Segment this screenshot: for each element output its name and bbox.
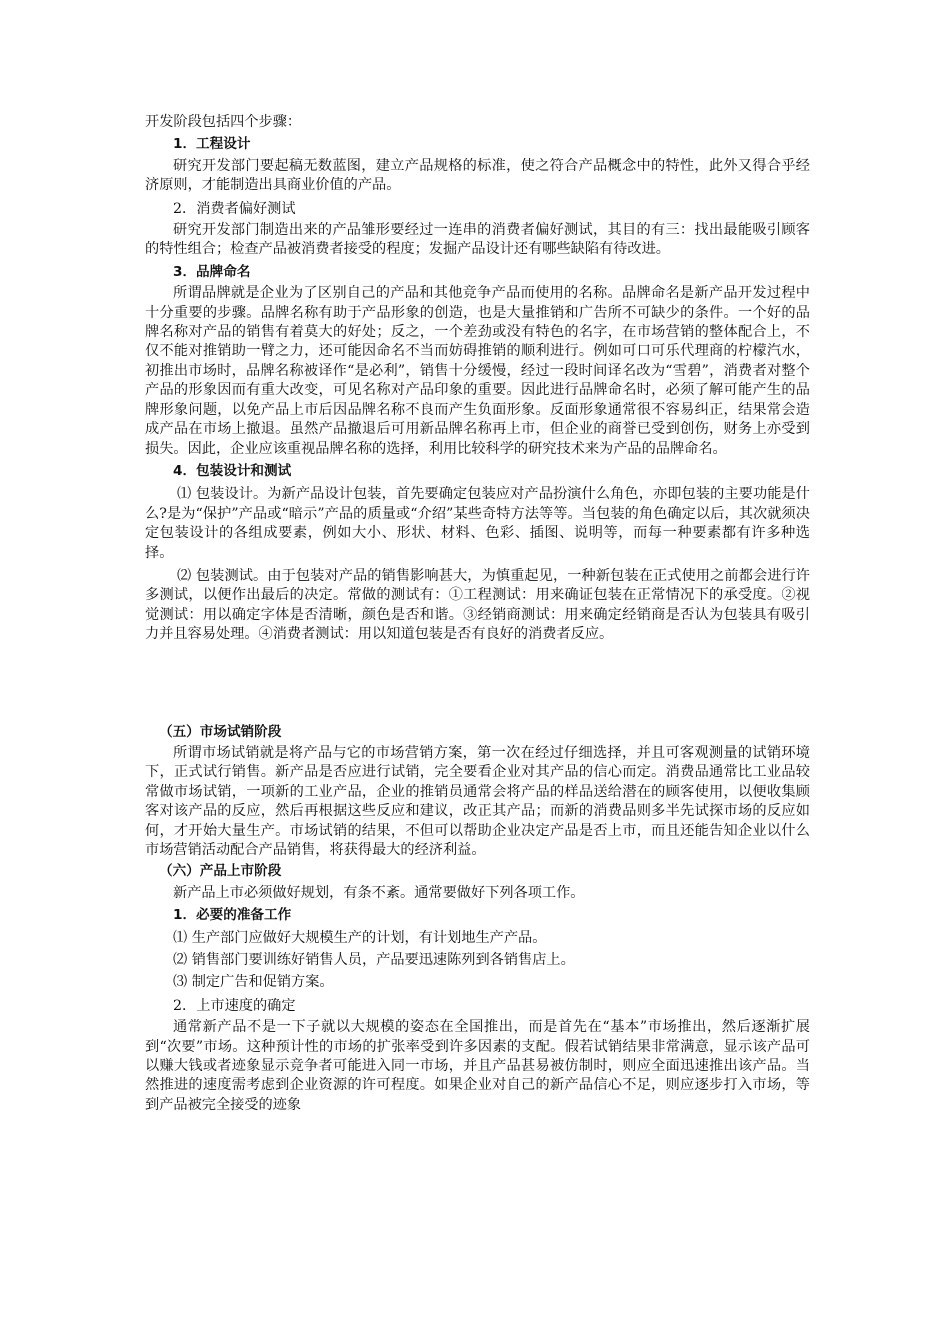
- package-testing-paragraph: ⑵ 包装测试。由于包装对产品的销售影响甚大，为慎重起见，一种新包装在正式使用之前都会进行许多测试，以便作出最后的决定。常做的测试有：①工程测试：用来确证包装在正常情况下的承受度。②视觉测试：用以确定字体是否清晰，颜色是否和谐。③经销商测试：用来确定经销商是否认为包装具有吸引力并且容易处理。④消费者测试：用以知道包装是否有良好的消费者反应。: [145, 567, 810, 643]
- step1-heading: 1．工程设计: [173, 136, 251, 153]
- prep-item-3: ⑶ 制定广告和促销方案。: [173, 974, 334, 991]
- section6-step1-heading: 1．必要的准备工作: [173, 907, 292, 924]
- section5-heading: （五）市场试销阶段: [159, 723, 282, 740]
- section6-intro: 新产品上市必须做好规划，有条不紊。通常要做好下列各项工作。: [173, 884, 585, 901]
- step3-heading: 3．品牌命名: [173, 263, 251, 280]
- prep-item-1: ⑴ 生产部门应做好大规模生产的计划，有计划地生产产品。: [173, 929, 547, 946]
- prep-item-2: ⑵ 销售部门要训练好销售人员，产品要迅速陈列到各销售店上。: [173, 952, 575, 969]
- section6-heading: （六）产品上市阶段: [159, 863, 282, 880]
- step3-paragraph: 所谓品牌就是企业为了区别自己的产品和其他竞争产品而使用的名称。品牌命名是新产品开发过程中十分重要的步骤。品牌名称有助于产品形象的创造，也是大量推销和广告所不可缺少的条件。一个好的品牌名称对产品的销售有着莫大的好处；反之，一个差劲或没有特色的名字，在市场营销的整体配合上，不仅不能对推销助一臂之力，还可能因命名不当而妨碍推销的顺利进行。例如可口可乐代理商的柠檬汽水，初推出市场时，品牌名称被译作“是必利”，销售十分缓慢，经过一段时间译名改为“雪碧”，消费者对整个产品的形象因而有重大改变，可见名称对产品印象的重要。因此进行品牌命名时，必须了解可能产生的品牌形象问题，以免产品上市后因品牌名称不良而产生负面形象。反面形象通常很不容易纠正，结果常会造成产品在市场上撤退。虽然产品撤退后可用新品牌名称再上市，但企业的商誉已受到创伤，财务上亦受到损失。因此，企业应该重视品牌名称的选择，利用比较科学的研究技术来为产品的品牌命名。: [145, 285, 810, 457]
- document-page: [145, 113, 810, 1115]
- section6-step2-paragraph: 通常新产品不是一下子就以大规模的姿态在全国推出，而是首先在“基本”市场推出，然后逐渐扩展到“次要”市场。这种预计性的市场的扩张率受到许多因素的支配。假若试销结果非常满意，显示该产品可以赚大钱或者迹象显示竞争者可能进入同一市场，并且产品甚易被仿制时，则应全面迅速推出该产品。当然推进的速度需考虑到企业资源的许可程度。如果企业对自己的新产品信心不足，则应逐步打入市场，等到产品被完全接受的迹象: [145, 1019, 810, 1113]
- section-gap: [145, 645, 810, 721]
- step1-paragraph: 研究开发部门要起稿无数蓝图，建立产品规格的标准，使之符合产品概念中的特性，此外又得合乎经济原则，才能制造出具商业价值的产品。: [145, 157, 810, 194]
- step4-heading: 4．包装设计和测试: [173, 462, 292, 479]
- section6-step2-heading: 2．上市速度的确定: [173, 997, 296, 1014]
- step2-heading: 2．消费者偏好测试: [173, 200, 296, 217]
- section5-paragraph: 所谓市场试销就是将产品与它的市场营销方案，第一次在经过仔细选择，并且可客观测量的试销环境下，正式试行销售。新产品是否应进行试销，完全要看企业对其产品的信心而定。消费品通常比工业品较常做市场试销，一项新的工业产品，企业的推销员通常会将产品的样品送给潜在的顾客使用，以便收集顾客对该产品的反应，然后再根据这些反应和建议，改正其产品；而新的消费品则多半先试探市场的反应如何，才开始大量生产。市场试销的结果，不但可以帮助企业决定产品是否上市，而且还能告知企业以什么市场营销活动配合产品销售，将获得最大的经济利益。: [145, 744, 810, 858]
- intro-line: 开发阶段包括四个步骤：: [145, 114, 302, 130]
- step2-paragraph: 研究开发部门制造出来的产品雏形要经过一连串的消费者偏好测试，其目的有三：找出最能吸引顾客的特性组合；检查产品被消费者接受的程度；发掘产品设计还有哪些缺陷有待改进。: [145, 222, 810, 258]
- package-design-paragraph: ⑴ 包装设计。为新产品设计包装，首先要确定包装应对产品扮演什么角色，亦即包装的主要功能是什么?是为“保护”产品或“暗示”产品的质量或“介绍”某些奇特方法等等。当包装的角色确定以后，其次就须决定包装设计的各组成要素，例如大小、形状、材料、色彩、插图、说明等，而每一种要素都有许多种选择。: [145, 486, 810, 561]
